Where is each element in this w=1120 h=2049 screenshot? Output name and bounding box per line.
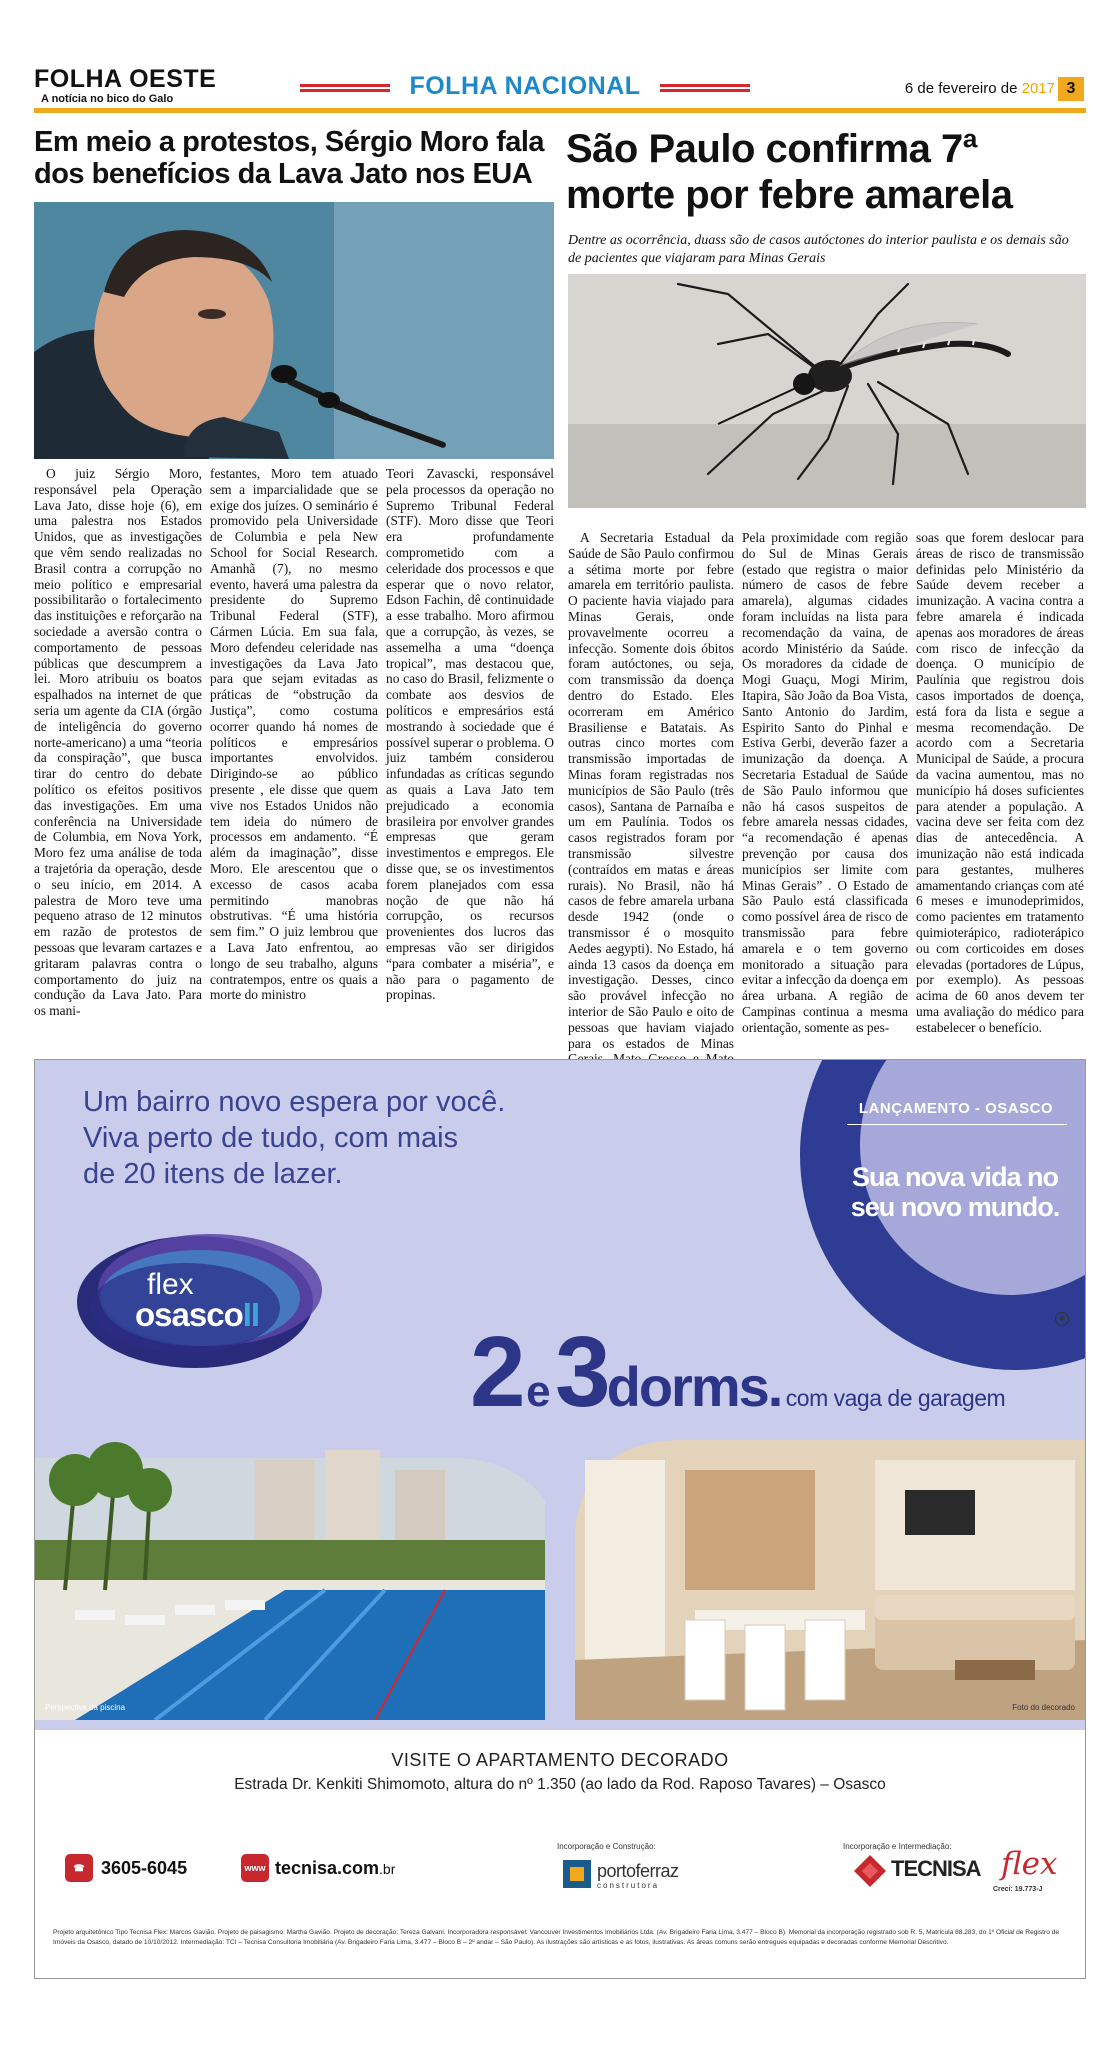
tagline-line-2: seu novo mundo. <box>850 1192 1060 1222</box>
pool-photo <box>35 1440 545 1720</box>
site-tld: .br <box>379 1861 396 1877</box>
living-caption: Foto do decorado <box>1012 1703 1075 1712</box>
rooms-offer <box>470 1315 1080 1430</box>
tagline-line-1: Sua nova vida no <box>851 1162 1059 1192</box>
febre-column-3 <box>916 530 1084 1036</box>
mosquito-photo <box>568 274 1086 508</box>
page-number: 3 <box>1058 77 1084 101</box>
moro-column-3 <box>386 466 554 1003</box>
tecnisa-flex: flex <box>1001 1846 1058 1882</box>
febre-column-2 <box>742 530 908 1036</box>
living-room-photo <box>575 1440 1085 1720</box>
slogan-line-2: Viva perto de tudo, com mais <box>83 1122 459 1154</box>
portoferraz-sub: construtora <box>597 1881 660 1890</box>
flex-osasco-logo <box>75 1230 345 1370</box>
moro-photo <box>34 202 554 459</box>
ad-legal-text: Projeto arquitetônico Tipo Tecnisa Flex: Marcos Gavião. Projeto de paisagismo: Martha Gavião. Projeto de decoração: Tereza Galvani. Incorporadora responsável: Vancouver Investimentos Imobiliários Ltda. (Av. Brigadeiro Faria Lima, 3.477 – Bloco B). Memorial da incorporação registrado sob R. 5, Matrícula 88.283, do 1º Oficial de Registro de Imóveis da Osasco, datado de 10/10/2012. Intermediação: TCI – Tecnisa Consultoria Imobiliária (Av. Brigadeiro Faria Lima, 3.477 – Bloco B – 2º andar – São Paulo). As ilustrações são artísticas e as fotos, ilustrativas. As áreas comuns serão entregues equipadas e decoradas conforme Memorial Descritivo. <box>53 1929 1060 1946</box>
moro-paragraph-2: festantes, Moro tem atuado sem a imparcialidade que se exige dos juízes. O seminário é promovido pela Universidade de Columbia e pela New School for Social Research. Amanhã (7), no mesmo evento, haverá uma palestra da presidente do Supremo Tribunal Federal (STF), Cármen Lúcia. Em sua fala, Moro defendeu celeridade nas investigações da Lava Jato para que sejam evitadas as práticas de “obstrução da Justiça”, como costuma ocorrer quando há nomes de políticos e empresários importantes envolvidos. Dirigindo-se ao público presente , ele disse que quem vive nos Estados Unidos não tem ideia do número de processos em andamento. “É além da imaginação”, disse Moro. Ele arescentou que o excesso de casos acaba permitindo manobras obstrutivas. “É uma história sem fim.” O juiz lembrou que a Lava Jato enfrentou, ao longo de seu trabalho, alguns contratempos, entre os quais a morte do ministro <box>210 466 378 1003</box>
febre-column-1 <box>568 530 734 1083</box>
incorp-construction-label: Incorporação e Construção: <box>557 1842 656 1851</box>
portoferraz-name: portoferraz <box>597 1861 679 1881</box>
febre-paragraph-2: Pela proximidade com região do Sul de Minas Gerais (estado que registra o maior número de casos de febre amarela), algumas cidades foram incluídas na lista para recomendação da vaina, de acordo Ministério da Saúde. Os moradores da cidade de Mogi Guaçu, Mogi Mirim, Itapira, São João da Boa Vista, Santo Antonio do Jardim, Espirito Santo do Pinhal e Estiva Gerbi, deverão fazer a imunização da doença. A Secretaria Estadual de Saúde de São Paulo informou que não há casos suspeitos de febre amarela nessas cidades, “a recomendação é apenas prevenção por causa dos municípios ser limite com Minas Gerais” . O Estado de São Paulo está classificada como possível área de risco de transmissão para febre amarela e o tem governo monitorado a situação para evitar a infecção da doença em área urbana. A região de Campinas continua a mesma orientação, somente as pes- <box>742 530 908 1035</box>
moro-paragraph-3: Teori Zavascki, responsável pela processos da operação no Supremo Tribunal Federal (STF). Moro disse que Teori era profundamente comprometido com a celeridade dos processos e que esperar que o novo relator, Edson Fachin, dê continuidade a esse trabalho. Moro afirmou que a corrupção, às vezes, se assemelha a uma “doença tropical”, mas destacou que, no caso do Brasil, felizmente o combate aos desvios de políticos e empresários está mostrando à sociedade que é possível superar o problema. O juiz também considerou infundadas as críticas segundo as quais a Lava Jato tem prejudicado a economia brasileira por envolver grandes empresas que geram investimentos e empregos. Ele disse que, se os investimentos forem planejados com essa noção de que não há corrupção, os recursos provenientes dos lucros das empresas vão ser dirigidos “para combater a miséria”, e não para o pagamento de propinas. <box>386 466 554 1003</box>
mosquito-illustration <box>568 274 1086 508</box>
moro-headline: Em meio a protestos, Sérgio Moro fala dos benefícios da Lava Jato nos EUA <box>34 126 545 190</box>
moro-column-2 <box>210 466 378 1003</box>
phone-icon: ☎ <box>65 1854 93 1882</box>
brand-tagline: A notícia no bico do Galo <box>41 93 174 105</box>
launch-rule <box>847 1124 1067 1125</box>
rooms-three: 3 <box>555 1316 607 1428</box>
logo-flex-text: flex <box>147 1268 194 1301</box>
new-life-tagline <box>825 1162 1085 1222</box>
creci-number: Creci: 19.773-J <box>993 1886 1043 1893</box>
rooms-and: e <box>526 1367 551 1416</box>
ad-banner <box>35 1060 1085 1730</box>
ad-address: Estrada Dr. Kenkiti Shimomoto, altura do nº 1.350 (ao lado da Rod. Raposo Tavares) – Osasco <box>234 1776 886 1793</box>
masthead <box>34 66 234 105</box>
site-domain: tecnisa.com <box>275 1858 380 1878</box>
living-room-illustration <box>575 1440 1085 1720</box>
ad-slogan <box>83 1084 563 1192</box>
launch-label: LANÇAMENTO - OSASCO <box>858 1100 1054 1117</box>
web-icon: www <box>241 1854 269 1882</box>
ad-website[interactable] <box>275 1858 395 1879</box>
moro-photo-illustration <box>34 202 554 459</box>
febre-subhead: Dentre as ocorrência, duass são de casos autóctones do interior paulista e os demais são de pacientes que viajaram para Minas Gerais <box>568 233 1069 266</box>
moro-column-1 <box>34 466 202 1019</box>
pool-caption: Perspectiva da piscina <box>45 1703 126 1712</box>
ad-phone[interactable]: 3605-6045 <box>101 1858 188 1878</box>
issue-date <box>850 80 1055 97</box>
rooms-dorms: dorms. <box>606 1355 782 1418</box>
logo-numeral: II <box>242 1296 260 1333</box>
rooms-parking: com vaga de garagem <box>785 1385 1006 1411</box>
logo-osasco-text <box>135 1296 259 1334</box>
febre-paragraph-3: soas que forem deslocar para áreas de risco de transmissão definidas pelo Ministério da Saúde devem receber a imunização. A vacina contra a febre amarela é indicada apenas aos moradores de áreas com risco de infecção da doença. O município de Paulínia que registrou dois casos importados de doença, está fora da lista e segue a mesma recomendação. De acordo com a Secretaria Municipal de Saúde, a procura da vacina aumentou, mas no município há doses suficientes para atender a população. A vacina deve ser feita com dez dias de antecedência. A imunização não está indicada para gestantes, mulheres amamentando crianças com até 6 meses e imunodeprimidos, como pacientes em tratamento quimioterápico, radioterápico ou com corticoides em doses elevadas (portadores de Lúpus, por exemplo). As pessoas acima de 60 anos devem ter uma avaliação do médico para estabelecer o benefício. <box>916 530 1084 1035</box>
moro-paragraph-1: O juiz Sérgio Moro, responsável pela Operação Lava Jato, disse hoje (6), em uma palestra nos Estados Unidos, que as investigações que vêm sendo realizadas no Brasil contra a corrupção no meio político e empresarial possibilitarão o fortalecimento das instituições e reforçarão na sociedade a aversão contra o comportamento de pessoas públicas que descumprem a lei. Moro atribuiu os boatos espalhados na internet de que seria um agente da CIA (órgão de inteligência do governo norte-americano) a uma “teoria da conspiração”, que busca tirar do centro do debate político os efeitos positivos das investigações. Em uma conferência na Universidade de Columbia, em Nova York, Moro fez uma análise de toda a trajetória da operação, desde o seu início, em 2014. A palestra de Moro teve uma pequeno atraso de 12 minutos em razão de protestos de pessoas que levaram cartazes e gritaram palavras contra o comportamento do juiz na condução da Lava Jato. Para os mani- <box>34 466 202 1019</box>
tecnisa-diamond-icon <box>853 1854 887 1888</box>
section-rule-left <box>300 84 390 92</box>
rooms-two: 2 <box>470 1316 522 1428</box>
logo-osasco: osasco <box>135 1296 243 1333</box>
pool-illustration <box>35 1440 545 1720</box>
brand-name: FOLHA OESTE <box>34 65 217 93</box>
real-estate-ad <box>34 1059 1086 1979</box>
febre-paragraph-1: A Secretaria Estadual da Saúde de São Paulo confirmou a sétima morte por febre amarela em território paulista. O paciente havia viajado para Minas Gerais, onde provavelmente ocorreu a infecção. Somente dois óbitos foram autóctones, ou seja, com transmissão da doença dentro do Estado. Eles ocorreram em Américo Brasiliense e Batatais. As outras cinco mortes com transmissão importadas de Minas foram registradas nos municípios de São Paulo (três casos), Santana de Parnaíba e um em Paulínia. Todos os casos registrados foram por transmissão silvestre (contraídos em matas e áreas rurais). No Brasil, não há casos de febre amarela urbana desde 1942 (onde o transmissor é o mosquito Aedes aegypti). No Estado, há ainda 13 casos da doença em investigação. Desses, cinco são provável infecção no interior de São Paulo e oito de pessoas que haviam viajado para os estados de Minas <box>568 530 734 1051</box>
visit-heading: VISITE O APARTAMENTO DECORADO <box>391 1750 729 1770</box>
date-text: 6 de fevereiro de <box>904 80 1022 97</box>
slogan-line-1: Um bairro novo espera por você. <box>83 1086 506 1118</box>
incorp-intermediation-label: Incorporação e Intermediação: <box>843 1842 952 1851</box>
febre-headline: São Paulo confirma 7ª morte por febre amarela <box>566 127 1013 217</box>
portoferraz-logo-icon <box>563 1860 591 1888</box>
section-title: FOLHA NACIONAL <box>409 72 641 100</box>
slogan-line-3: de 20 itens de lazer. <box>83 1158 343 1190</box>
credit-mark-icon: ◉ <box>1055 1312 1069 1326</box>
section-rule-right <box>660 84 750 92</box>
tecnisa-name: TECNISA <box>891 1856 981 1881</box>
header-rule <box>34 108 1086 113</box>
date-year: 2017 <box>1021 80 1055 97</box>
